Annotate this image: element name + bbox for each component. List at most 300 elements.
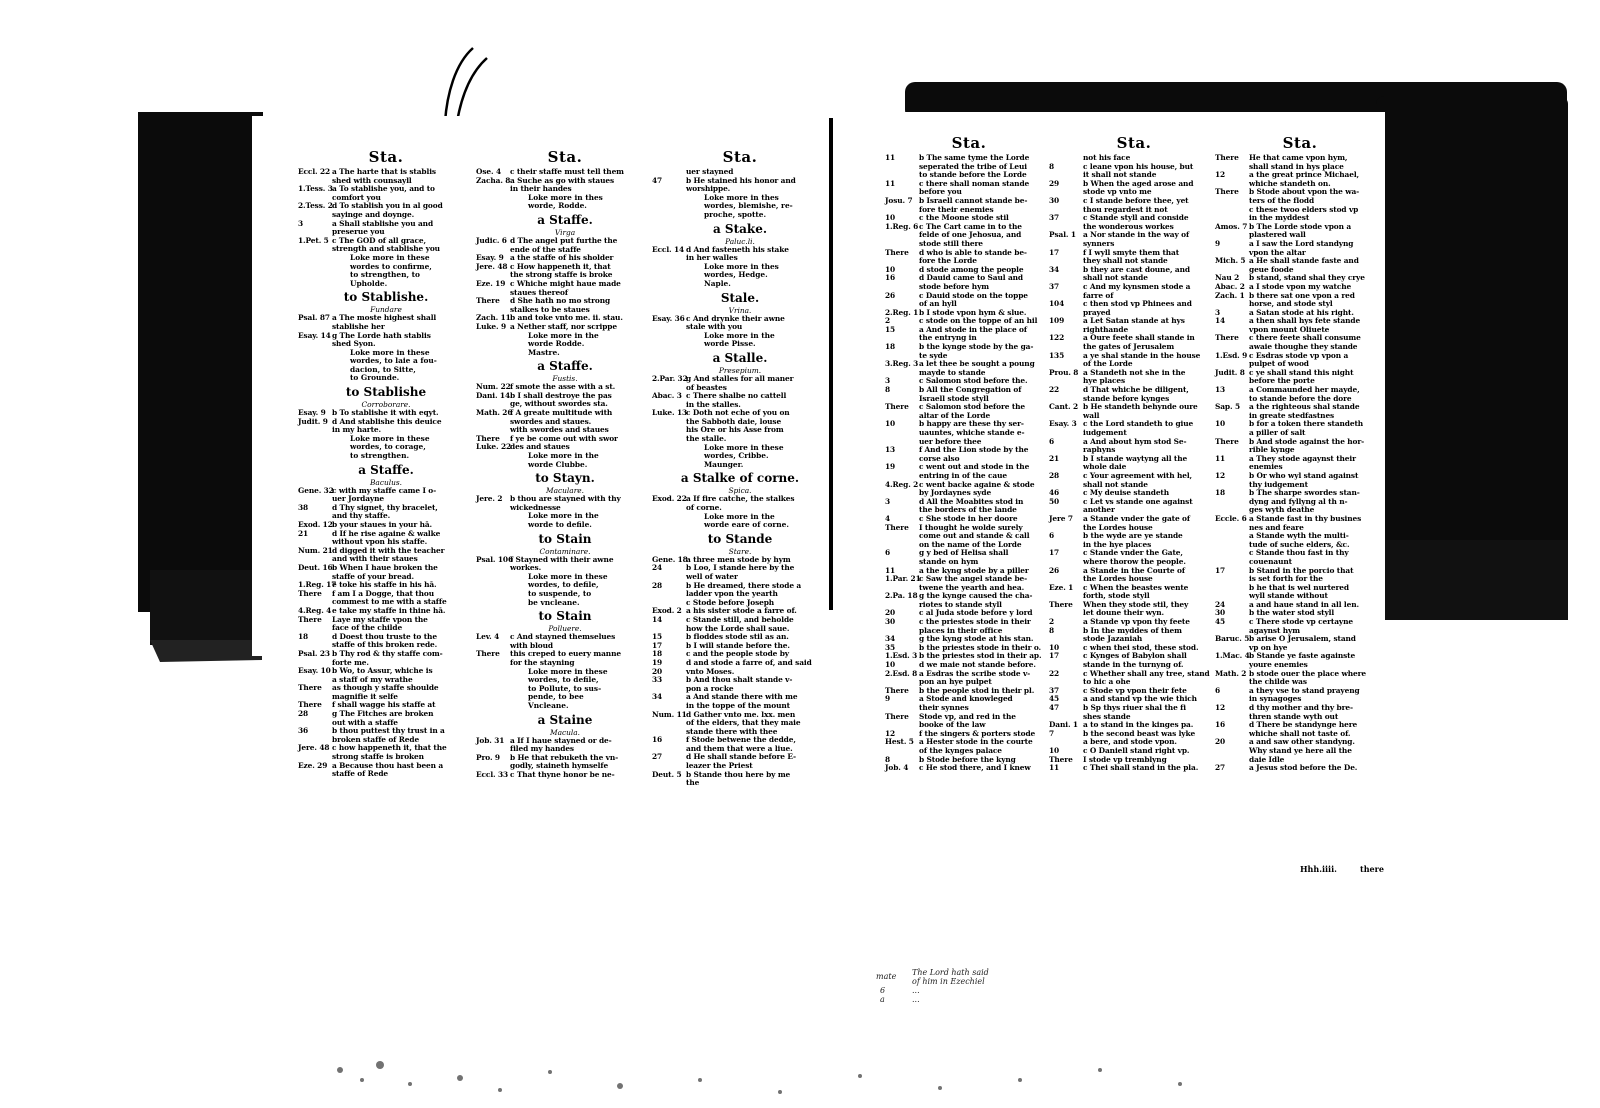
entry-text: is set forth for the [1249,574,1323,584]
concordance-entry [1215,257,1385,266]
entry-text: b arise O Jerusalem, stand [1249,634,1356,644]
cross-reference: pende, to bee [528,692,584,702]
entry-text: the strong staffe is broke [510,270,613,280]
concordance-entry [1215,438,1385,447]
concordance-entry [1049,420,1219,429]
entry-text: leazer the Priest [686,761,753,771]
entry-text: they shall not stande [1083,256,1168,266]
entry-text: let doune their wyn. [1083,608,1164,618]
entry-text: d Dauid came to Saul and [919,273,1023,283]
scripture-reference: Gene. 18 [652,554,688,564]
entry-text: c Stande thou fast in thy [1249,548,1349,558]
entry-text: b I stande waytyng all the [1083,453,1188,463]
entry-text: c Thei shall stand in the pla. [1083,763,1199,773]
scripture-reference: 12 [1215,170,1226,180]
entry-text: and thy staffe. [332,511,391,521]
entry-text: a then shall hys fete stande [1249,316,1361,326]
entry-text: b he that is wel nurtered [1249,582,1349,592]
entry-text: g the kynge caused the cha- [919,591,1033,601]
scripture-reference: Esay. 3 [1049,419,1077,429]
entry-text: ladder vpon the yearth [686,589,778,599]
entry-text: the Lordes house [1083,574,1153,584]
entry-text: d And fasteneth his stake [686,244,789,254]
concordance-entry [652,246,828,255]
scripture-reference: 12 [1215,703,1226,712]
scripture-reference: 37 [1049,213,1060,223]
concordance-entry [298,418,474,427]
entry-text: comfort you [332,192,381,202]
entry-text: c Salomon stod before the. [919,376,1028,386]
entry-text: places in their office [919,625,1003,635]
scripture-reference: 22 [1049,668,1060,678]
scripture-reference: There [1215,187,1239,197]
scripture-reference: 6 [1215,685,1221,695]
scripture-reference: Jere. 2 [476,494,503,504]
entry-text: b And thou shalt stande v- [686,675,793,685]
entry-text: b the people stod in their pl. [919,685,1035,695]
cross-reference: to suspende, to [528,588,592,598]
entry-text: a Nor stande in the way of [1083,230,1190,240]
entry-text: b happy are these thy ser- [919,419,1024,429]
scripture-reference: Judit. 8 [1215,367,1245,377]
entry-text: stablishe her [332,321,385,331]
left-column-3 [652,146,828,788]
entry-text: c Stande still, and beholde [686,614,794,624]
entry-text: it shall not stande [1083,170,1157,180]
entry-text: staffe of your bread. [332,571,414,581]
entry-text: b stand, stand shal they crye [1249,273,1365,283]
scripture-reference: 10 [885,419,896,429]
entry-text: whiche standeth on. [1249,178,1331,188]
entry-text: mayde to stande [919,367,986,377]
scripture-reference: Eccl. 14 [652,244,685,254]
concordance-entry [298,220,474,229]
entry-text: c how happeneth it, that the [332,743,447,753]
scripture-reference: 27 [1215,763,1226,773]
scripture-reference: 20 [652,666,663,676]
entry-text: riotes to stande styll [919,599,1002,609]
scripture-reference: 17 [1049,247,1060,257]
entry-text: d She hath no mo strong [510,296,611,306]
concordance-entry [885,446,1053,455]
entry-text: b I will stande before the. [686,640,790,650]
entry-text: before the porte [1249,376,1315,386]
entry-text: preserue you [332,227,385,237]
entry-text: c And drynke their awne [686,313,785,323]
entry-text: their synnes [919,703,969,712]
concordance-entry [298,487,474,496]
margin-note-ref: 6 a [880,986,886,1004]
entry-text: thou regardest it not [1083,204,1168,214]
entry-text: b Loo, I stande here by the [686,563,795,573]
entry-text: a He shall stande faste and [1249,256,1359,266]
scripture-reference: There [476,296,500,306]
cross-reference: Loke more in the [528,451,599,461]
entry-text: geue foode [1249,264,1294,274]
entry-text: f ye be come out with swor [510,433,618,443]
scripture-reference: Job. 4 [885,763,909,773]
scripture-reference: 10 [1049,745,1060,755]
headword: to Stablishe. [343,290,429,305]
entry-text: c And stayned themselues [510,632,616,642]
scripture-reference: 3 [885,496,891,506]
scripture-reference: Hest. 5 [885,737,914,747]
scripture-reference: 11 [885,153,896,162]
concordance-entry [476,633,654,642]
entry-text: b And stode against the hor- [1249,436,1365,446]
entry-text: c Saw the angel stande be- [919,574,1028,584]
scripture-reference: 1.Esd. 9 [1215,350,1248,360]
concordance-entry [652,375,828,384]
cross-reference: Loke more in the [528,330,599,340]
scripture-reference: 109 [1049,316,1065,326]
entry-text: a Stande in the Courte of [1083,565,1185,575]
scripture-reference: Esay. 9 [476,253,504,263]
entry-text: b In the myddes of them [1083,625,1182,635]
entry-text: d digged it with the teacher [332,545,445,555]
entry-text: a Standeth not she in the [1083,367,1186,377]
entry-text: c and the people stode by [686,649,789,659]
entry-text: b To stablishe it with eqyt. [332,408,439,418]
cross-reference: be vncleane. [528,597,580,607]
left-column-2 [476,146,654,779]
concordance-entry [885,292,1053,301]
entry-text: a Stande fast in thy busines [1249,513,1362,523]
scripture-reference: 104 [1049,299,1065,309]
concordance-entry [476,556,654,565]
scripture-reference: Nau 2 [1215,273,1240,283]
scripture-reference: There [885,247,909,257]
entry-text: a Stande wyth the multi- [1249,531,1349,541]
scripture-reference: 2 [1049,617,1055,627]
entry-text: c How happeneth it, that [510,261,611,271]
cross-reference: Loke more in thes [704,261,779,271]
scripture-reference: 7 [1049,728,1055,738]
scripture-reference: 26 [1049,565,1060,575]
cross-reference: worde, Rodde. [528,201,587,211]
scripture-reference: Baruc. 5 [1215,634,1250,644]
headword: to Stain [538,531,592,546]
entry-text: and them that were a liue. [686,743,793,753]
entry-text: c My deuise standeth [1083,488,1170,498]
entry-text: in her walles [686,253,738,263]
entry-text: couenaunt [1249,556,1292,566]
scripture-reference: 28 [1049,470,1060,480]
entry-text: He that came vpon hym, [1249,153,1348,162]
scripture-reference: 30 [1215,608,1226,618]
entry-text: c There stode vp certayne [1249,617,1353,627]
entry-text: a Hester stode in the courte [919,737,1033,747]
cross-reference: wordes, to defile, [528,580,599,590]
entry-text: c there feete shall consume [1249,333,1361,343]
cross-reference: to Grounde. [350,373,400,383]
scripture-reference: 11 [1049,763,1060,773]
column-body [885,154,1053,773]
entry-text: c stode on the toppe of an hil [919,316,1038,326]
entry-text: c Stande styll and conside [1083,213,1189,223]
scripture-reference: 12 [1215,470,1226,480]
cross-reference: to strengthen, to [350,270,420,280]
concordance-entry [1049,403,1219,412]
entry-text: a they vse to stand prayeng [1249,685,1360,695]
entry-text: c leane vpon his house, but [1083,161,1194,171]
scripture-reference: 3 [298,218,304,228]
scripture-reference: 47 [652,175,663,185]
scripture-reference: Esay. 9 [298,408,326,418]
entry-text: how the Lorde shall saue. [686,623,790,633]
entry-text: d To stablish you in al good [332,201,443,211]
concordance-entry [476,495,654,504]
entry-text: a to stand in the kinges pa. [1083,720,1194,730]
scripture-reference: 24 [1215,599,1226,609]
entry-text: broken staffe of Rede [332,734,420,744]
concordance-entry [1049,300,1219,309]
entry-text: c That thyne honor be ne- [510,769,615,779]
entry-text: a Shall stablishe you and [332,218,434,228]
entry-text: agaynst hym [1249,625,1300,635]
entry-text: c The GOD of all grace, [332,235,426,245]
entry-text: c went backe againe & stode [919,479,1035,489]
column-body [298,168,474,779]
entry-text: thy iudgement [1249,479,1308,489]
entry-text: d If he rise againe & walke [332,528,441,538]
entry-text: fore the Lorde [919,256,977,266]
entry-text: a They stode agaynst their [1249,453,1356,463]
entry-text: c Let vs stande one against [1083,496,1193,506]
concordance-entry [1049,498,1219,507]
entry-text: c the priestes stode in their [919,617,1031,627]
entry-text: a piller of salt [1249,428,1306,437]
scripture-reference: There [1049,754,1073,764]
entry-text: d we maie not stande before. [919,660,1036,670]
entry-text: uer before thee [919,436,982,446]
entry-text: des and staues [510,442,570,452]
scripture-reference: There [1049,599,1073,609]
entry-text: g the kyng stode at his stan. [919,634,1034,644]
entry-text: c Doth not eche of you on [686,408,790,418]
latin-gloss: Paluc.li. [725,236,755,246]
entry-text: uer stayned [686,167,734,176]
entry-text: strength and stablishe you [332,244,440,254]
entry-text: stalkes to be staues [510,304,590,314]
concordance-entry [652,771,828,780]
scripture-reference: 10 [885,660,896,670]
scripture-reference: Luke. 9 [476,321,506,331]
entry-text: a and stand vp the wie thich [1083,694,1197,704]
entry-text: entring in of the caue [919,470,1007,480]
scripture-reference: 21 [298,528,309,538]
entry-text: b When I haue broken the [332,562,438,572]
scripture-reference: 34 [1049,264,1060,274]
cross-reference: wordes, Cribbe. [704,451,769,461]
scripture-reference: Luke. 22 [476,442,512,452]
entry-text: not his face [1083,153,1131,162]
scripture-reference: 9 [885,694,891,704]
right-column-2 [1049,132,1219,773]
entry-text: b Stode about vpon the wa- [1249,187,1360,197]
entry-text: the Lordes house [1083,522,1153,532]
entry-text: b He standeth behynde oure [1083,402,1198,412]
headword: to Stablishe [345,385,427,400]
scripture-reference: 2.Reg. 1 [885,307,919,317]
entry-text: d That whiche be diligent, [1083,385,1189,395]
cross-reference: Loke more in these [704,442,784,452]
scripture-reference: 2.Par. 32 [652,373,688,383]
entry-text: e take my staffe in thine hā. [332,605,446,615]
concordance-entry [652,676,828,685]
entry-text: c Whiche might haue made [510,278,621,288]
left-column-1 [298,146,474,779]
entry-text: vpon mount Oliuete [1249,324,1330,334]
concordance-entry [298,185,474,194]
concordance-entry [1049,704,1219,713]
entry-text: stode before hym [919,281,989,291]
scripture-reference: Lev. 4 [476,632,500,642]
entry-text: f A greate multitude with [510,408,613,418]
scripture-reference: 27 [652,752,663,762]
headword: a Stalle. [712,350,768,365]
concordance-entry [298,770,474,779]
entry-text: without vpon his staffe. [332,537,428,547]
entry-text: b Stande thou here by me [686,769,791,779]
entry-text: whole daie [1083,462,1127,472]
entry-text: a And stode in the place of [919,324,1027,334]
entry-text: stande there with thee [686,726,778,736]
scripture-reference: There [885,685,909,695]
scripture-reference: 28 [652,580,663,590]
scripture-reference: 4 [885,513,891,523]
entry-text: When they stode stil, they [1083,599,1189,609]
scripture-reference: 16 [1215,720,1226,730]
concordance-entry [298,314,474,323]
concordance-entry [885,764,1053,773]
entry-text: staffe of Rede [332,769,388,779]
entry-text: a To stablishe you, and to [332,184,435,194]
scripture-reference: 3 [885,376,891,386]
headword: a Staine [537,712,593,727]
scripture-reference: 17 [652,640,663,650]
scripture-reference: Mich. 5 [1215,256,1246,266]
entry-text: pon a rocke [686,683,734,693]
scripture-reference: 10 [1215,419,1226,429]
scripture-reference: 1.Esd. 3 [885,651,918,661]
scripture-reference: 17 [1215,565,1226,575]
scripture-reference: Gene. 32 [298,485,334,495]
entry-text: b for a token there standeth [1249,419,1364,429]
entry-text: f am I a Dogge, that thou [332,588,435,598]
entry-text: b Stande ye faste againste [1249,651,1356,661]
entry-text: f I wyll smyte them that [1083,247,1180,257]
column-body [652,168,828,788]
scripture-reference: Prou. 8 [1049,367,1079,377]
entry-text: c went out and stode in the [919,462,1030,472]
latin-gloss: Contaminare. [539,546,591,556]
entry-text: stande on hym [919,556,979,566]
entry-text: his Ore or his Asse from [686,425,784,435]
column-body [1049,154,1219,773]
concordance-entry [1049,231,1219,240]
cross-reference: Loke more in these [528,666,608,676]
cross-reference: wordes, to corage, [350,442,426,452]
latin-gloss: Maculare. [546,486,584,496]
scripture-reference: 45 [1049,694,1060,704]
cross-reference: wordes, to laie a fou- [350,356,437,366]
scripture-reference: Amos. 7 [1215,221,1248,231]
entry-text: c She stode in her doore [919,513,1018,523]
entry-text: a I saw the Lord standyng [1249,238,1354,248]
scripture-reference: There [1215,436,1239,446]
scripture-reference: Eze. 29 [298,760,328,770]
entry-text: a Oure feete shall stande in [1083,333,1195,343]
entry-text: stale with you [686,322,743,332]
cross-reference: Naple. [704,278,731,288]
entry-text: b Wo, to Assur, whiche is [332,666,433,676]
entry-text: righthande [1083,324,1129,334]
concordance-entry [1049,283,1219,292]
entry-text: f Stayned with their awne [510,554,614,564]
entry-text: Stode vp, and red in the [919,711,1016,721]
scripture-reference: 19 [652,657,663,667]
scripture-reference: 34 [885,634,896,644]
entry-text: come out and stande & call [919,531,1030,541]
cross-reference: to strengthen. [350,451,410,461]
scripture-reference: Psal. 106 [476,554,513,564]
entry-text: f shall wagge his staffe at [332,700,436,710]
entry-text: another [1083,505,1115,515]
cross-reference: Mastre. [528,347,560,357]
handwritten-line: of him in Ezechiel [912,977,985,986]
scripture-reference: 11 [885,178,896,188]
catchword: there [1360,864,1384,874]
entry-text: to stande before the Lorde [919,170,1027,180]
scripture-reference: 17 [1049,548,1060,558]
headword: to Stande [707,531,773,546]
latin-gloss: Baculus. [369,477,402,487]
entry-text: well of water [686,572,738,581]
concordance-entry [1049,670,1219,679]
scripture-reference: 19 [885,462,896,472]
entry-text: c And my kynsmen stode a [1083,281,1191,291]
scripture-reference: 21 [1049,453,1060,463]
scripture-reference: Num. 22 [476,382,511,392]
concordance-entry [1215,764,1385,773]
entry-text: b He that rebuketh the vn- [510,752,619,762]
entry-text: Israell stode styll [919,393,989,403]
scripture-reference: 2 [885,316,891,326]
entry-text: before you [919,187,962,197]
entry-text: f Stode betwene the dedde, [686,735,796,745]
entry-text: b The Lorde stode vpon a [1249,221,1352,231]
concordance-entry [1215,618,1385,627]
entry-text: ge, without swordes sta. [510,399,608,409]
entry-text: a Because thou hast been a [332,760,444,770]
entry-text: I thought he wolde surely [919,522,1023,532]
concordance-entry [652,426,828,435]
entry-text: forte me. [332,657,369,667]
entry-text: b Israell cannot stande be- [919,195,1028,205]
cross-reference: Loke more in the [528,511,599,521]
entry-text: stode vp vnto me [1083,187,1152,197]
scripture-reference: 122 [1049,333,1065,343]
scripture-reference: Sap. 5 [1215,402,1240,412]
cross-reference: Maunger. [704,459,744,469]
concordance-entry [1215,455,1385,464]
handwritten-line: ... [912,986,920,995]
entry-text: b the priestes stod in their ap. [919,651,1042,661]
scripture-reference: Luke. 13 [652,408,688,418]
entry-text: farre of [1083,290,1114,300]
entry-text: a Let Satan stande at hys [1083,316,1185,326]
